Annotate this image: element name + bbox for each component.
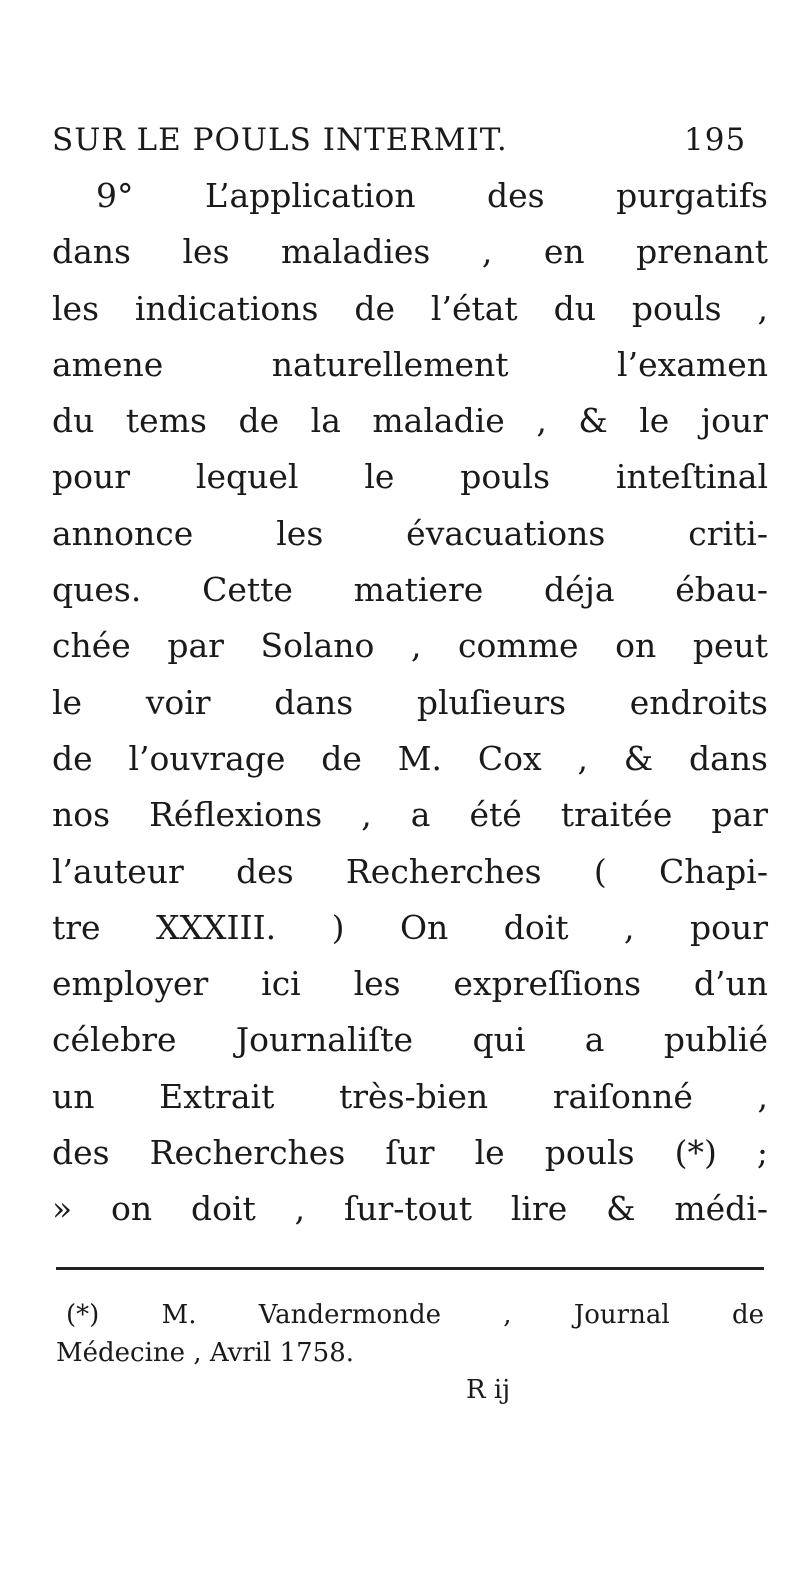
- body-paragraph: [52, 168, 768, 1238]
- text-line: le voir dans pluſieurs endroits: [52, 682, 768, 722]
- text-line: chée par Solano , comme on peut: [52, 626, 768, 666]
- text-line: dans les maladies , en prenant: [52, 232, 768, 272]
- text-line: 9° L’application des purgatifs: [96, 176, 768, 215]
- footnote-divider: [56, 1267, 764, 1270]
- text-line: de l’ouvrage de M. Cox , & dans: [52, 738, 768, 778]
- text-line: annonce les évacuations criti-: [52, 513, 768, 553]
- text-line: pour lequel le pouls inteſtinal: [52, 457, 768, 497]
- footnote: [56, 1296, 764, 1372]
- text-line: célebre Journaliſte qui a publié: [52, 1020, 768, 1060]
- text-line: ques. Cette matiere déja ébau-: [52, 570, 768, 610]
- page-number: 195: [684, 122, 747, 158]
- text-line: l’auteur des Recherches ( Chapi-: [52, 851, 768, 891]
- text-line: tre XXXIII. ) On doit , pour: [52, 907, 768, 947]
- text-line: les indications de l’état du pouls ,: [52, 288, 768, 328]
- text-line: des Recherches ſur le pouls (*) ;: [52, 1133, 768, 1173]
- footnote-line: (*) M. Vandermonde , Journal de: [66, 1300, 764, 1330]
- running-header: [52, 122, 752, 162]
- text-line: nos Réflexions , a été traitée par: [52, 795, 768, 835]
- footnote-line: Médecine , Avril 1758.: [56, 1338, 355, 1368]
- signature-mark: R ij: [466, 1375, 511, 1405]
- text-line: » on doit , ſur-tout lire & médi-: [52, 1189, 768, 1229]
- text-line: du tems de la maladie , & le jour: [52, 401, 768, 441]
- running-title: SUR LE POULS INTERMIT.: [52, 122, 508, 158]
- text-line: employer ici les expreſſions d’un: [52, 964, 768, 1004]
- text-line: un Extrait très-bien raiſonné ,: [52, 1076, 768, 1116]
- text-line: amene naturellement l’examen: [52, 344, 768, 384]
